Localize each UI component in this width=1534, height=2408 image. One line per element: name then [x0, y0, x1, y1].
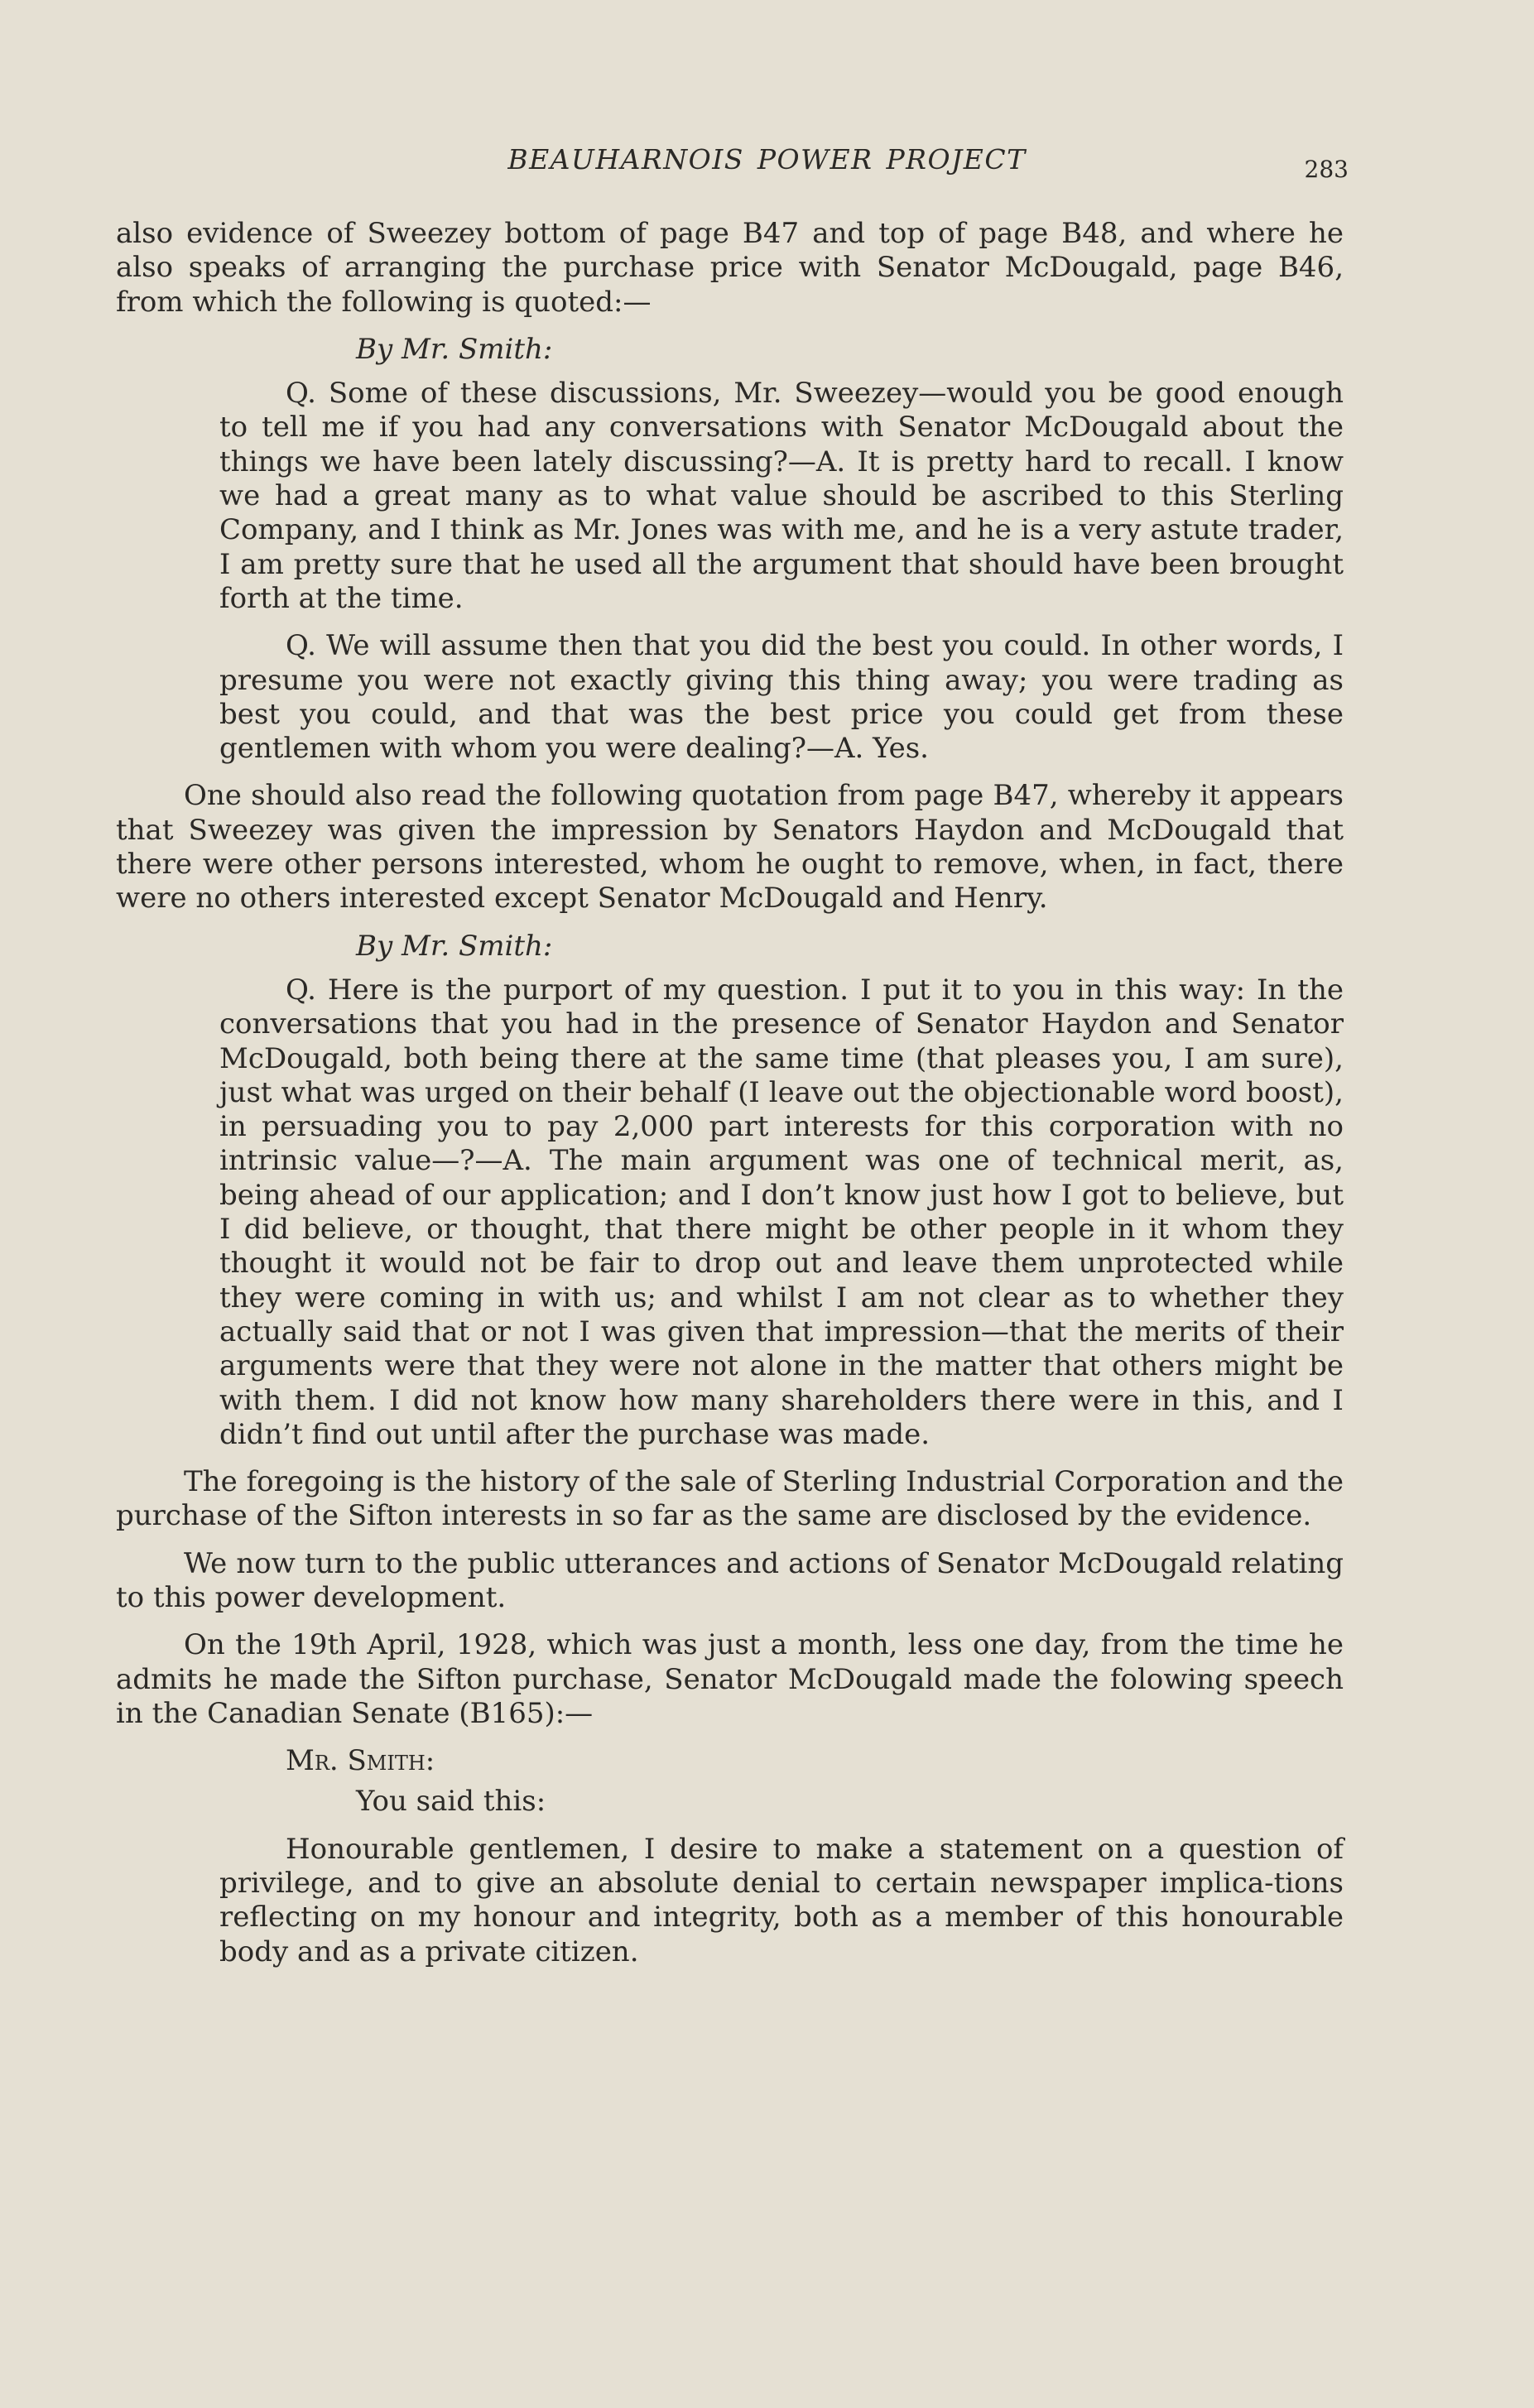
- paragraph: We now turn to the public utterances and actions of Senator McDougald relating to this power development.: [116, 1546, 1344, 1614]
- paragraph: On the 19th April, 1928, which was just a month, less one day, from the time he admits he made the Sifton purchase, Senator McDougald made the folowing speech in the Canadian Senate (B165):—: [116, 1628, 1344, 1730]
- testimony-quote: [219, 377, 1344, 766]
- paragraph-intro: also evidence of Sweezey bottom of page B47 and top of page B48, and where he also speaks of arranging the purchase price with Senator McDougald, page B46, from which the following is quoted:—: [116, 217, 1344, 319]
- speech-quote: [219, 1833, 1344, 1969]
- running-title: BEAUHARNOIS POWER PROJECT: [507, 143, 1027, 175]
- testimony-quote: [219, 973, 1344, 1452]
- speaker-heading: By Mr. Smith:: [356, 929, 553, 963]
- speaker-line: You said this:: [356, 1785, 546, 1819]
- page-number: 283: [1304, 156, 1349, 183]
- testimony-question: Q. Some of these discussions, Mr. Sweezey—would you be good enough to tell me if you had any conversations with Senator McDougald about the things we have been lately discussing?—A. It is pretty hard to recall. I know we had a great many as to what value should be ascribed to this Sterling Company, and I think as Mr. Jones was with me, and he is a very astute trader, I am pretty sure that he used all the argument that should have been brought forth at the time.: [219, 377, 1344, 615]
- speech-text: Honourable gentlemen, I desire to make a statement on a question of privilege, and to give an absolute denial to certain newspaper implica-tions reflecting on my honour and integrity, both as a member of this honourable body and as a private citizen.: [219, 1832, 1344, 1968]
- body-text: [116, 217, 1344, 1983]
- testimony-question: Q. We will assume then that you did the best you could. In other words, I presume you were not exactly giving this thing away; you were trading as best you could, and that was the best price you could get from these gentlemen with whom you were dealing?—A. Yes.: [219, 629, 1344, 766]
- speaker-heading: By Mr. Smith:: [356, 332, 553, 366]
- paragraph: The foregoing is the history of the sale of Sterling Industrial Corporation and the purchase of the Sifton interests in so far as the same are disclosed by the evidence.: [116, 1465, 1344, 1533]
- testimony-question: Q. Here is the purport of my question. I put it to you in this way: In the conversations that you had in the presence of Senator Haydon and Senator McDougald, both being there at the same time (that pleases you, I am sure), just what was urged on their behalf (I leave out the objectionable word boost), in persuading you to pay 2,000 part interests for this corporation with no intrinsic value—?—A. The main argument was one of technical merit, as, being ahead of our application; and I don’t know just how I got to believe, but I did believe, or thought, that there might be other people in it whom they thought it would not be fair to drop out and leave them unprotected while they were coming in with us; and whilst I am not clear as to whether they actually said that or not I was given that impression—that the merits of their arguments were that they were not alone in the matter that others might be with them. I did not know how many shareholders there were in this, and I didn’t find out until after the purchase was made.: [219, 973, 1344, 1451]
- paragraph: One should also read the following quotation from page B47, whereby it appears that Sweezey was given the impression by Senators Haydon and McDougald that there were other persons interested, whom he ought to remove, when, in fact, there were no others interested except Senator McDougald and Henry.: [116, 779, 1344, 916]
- speaker-heading: Mr. Smith:: [286, 1744, 435, 1778]
